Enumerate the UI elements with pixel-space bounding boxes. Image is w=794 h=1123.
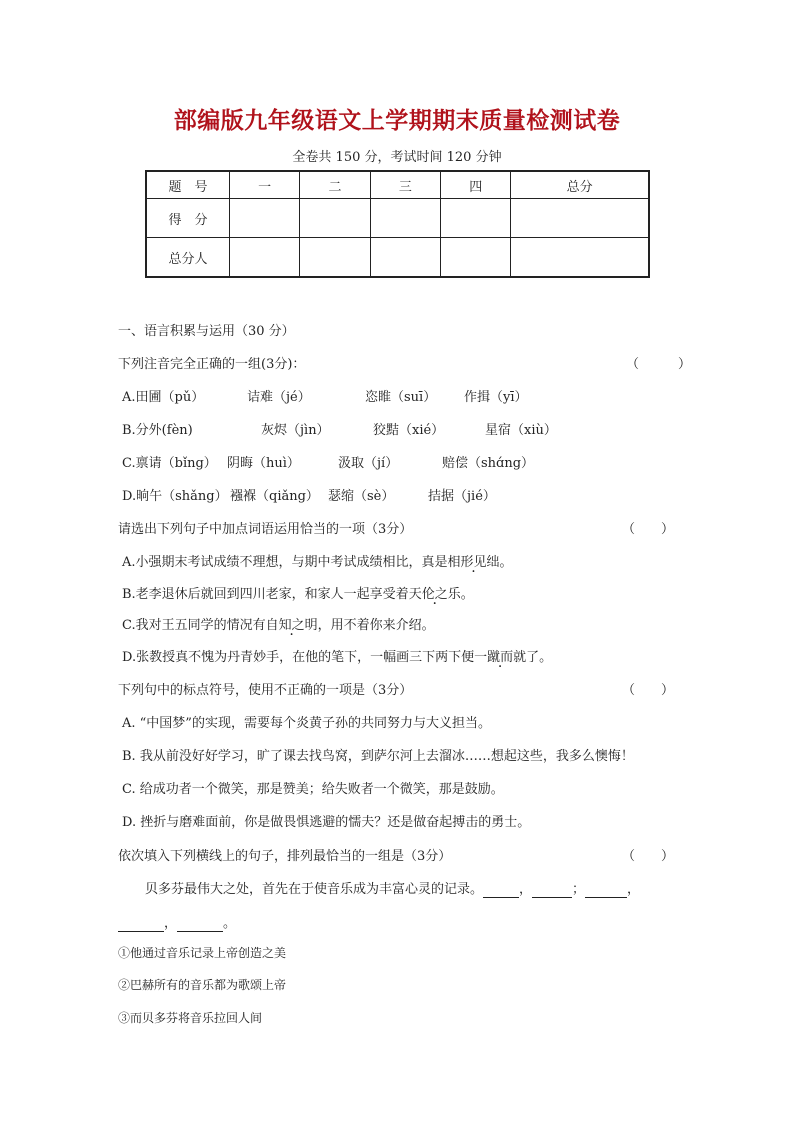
question-4-passage: 贝多芬最伟大之处，首先在于使音乐成为丰富心灵的记录。 ， ； ， [145,882,641,897]
question-3-option-b: B. 我从前没好好学习，旷了课去找鸟窝，到萨尔河上去溜冰……想起这些，我多么懊悔！ [122,749,634,764]
question-2-answer-paren: （ ） [622,522,675,537]
fill-blank [483,882,519,898]
question-2-option-d: D.张教授真不愧为丹青妙手，在他的笔下，一幅画三下两下便一蹴而就了。 [122,650,553,665]
score-table-score-row [146,199,649,238]
score-table-grader-row [146,238,649,278]
fill-blank [177,916,223,932]
dotted-term: 相形见绌 [447,555,500,570]
grader-cell [441,238,511,278]
question-1-stem: 下列注音完全正确的一组(3分)： [118,357,306,372]
question-4-item-2: ②巴赫所有的音乐都为歌颂上帝 [118,978,287,992]
question-3-stem: 下列句中的标点符号，使用不正确的一项是（3分） [118,683,413,698]
score-cell [370,199,440,238]
row-label-grader: 总分人 [146,238,230,278]
header-cell-part-2: 二 [300,171,370,199]
question-4-passage-cont: ， 。 [118,912,236,932]
question-4-item-3: ③而贝多芬将音乐拉回人间 [118,1011,263,1025]
question-4-answer-paren: （ ） [622,849,675,864]
fill-blank [532,882,572,898]
score-cell [441,199,511,238]
score-table [145,170,650,278]
grader-cell [370,238,440,278]
exam-subtitle: 全卷共 150 分，考试时间 120 分钟 [292,150,502,165]
dotted-term: 天伦之乐 [408,587,461,602]
header-cell-part-1: 一 [230,171,300,199]
grader-cell [230,238,300,278]
header-cell-part-4: 四 [441,171,511,199]
score-cell [511,199,649,238]
fill-blank [118,916,164,932]
row-label-score: 得 分 [146,199,230,238]
exam-title: 部编版九年级语文上学期期末质量检测试卷 [173,107,621,134]
dotted-term: 一蹴而就 [474,650,527,665]
question-4-stem: 依次填入下列横线上的句子，排列最恰当的一组是（3分） [118,849,452,864]
question-2-stem: 请选出下列句子中加点词语运用恰当的一项（3分） [118,522,413,537]
question-4-item-1: ①他通过音乐记录上帝创造之美 [118,946,287,960]
header-cell-question-no: 题 号 [146,171,230,199]
question-3-option-c: C. 给成功者一个微笑，那是赞美；给失败者一个微笑，那是鼓励。 [122,782,504,797]
question-1-answer-paren: （ ） [626,357,692,372]
section-heading: 一、语言积累与运用（30 分） [118,324,295,339]
question-2-option-c: C.我对王五同学的情况有自知之明，用不着你来介绍。 [122,618,435,633]
fill-blank [585,882,627,898]
question-3-answer-paren: （ ） [622,683,675,698]
question-3-option-a: A. “中国梦”的实现，需要每个炎黄子孙的共同努力与大义担当。 [122,716,491,731]
score-cell [300,199,370,238]
grader-cell [511,238,649,278]
score-table-header-row [146,171,649,199]
score-cell [230,199,300,238]
question-2-option-b: B.老李退休后就回到四川老家，和家人一起享受着天伦之乐。 [122,587,474,602]
question-3-option-d: D. 挫折与磨难面前，你是做畏惧逃避的懦夫？还是做奋起搏击的勇士。 [122,815,531,830]
dotted-term: 自知之明 [265,618,318,633]
header-cell-total: 总分 [511,171,649,199]
question-2-option-a: A.小强期末考试成绩不理想，与期中考试成绩相比，真是相形见绌。 [122,555,513,570]
header-cell-part-3: 三 [370,171,440,199]
grader-cell [300,238,370,278]
